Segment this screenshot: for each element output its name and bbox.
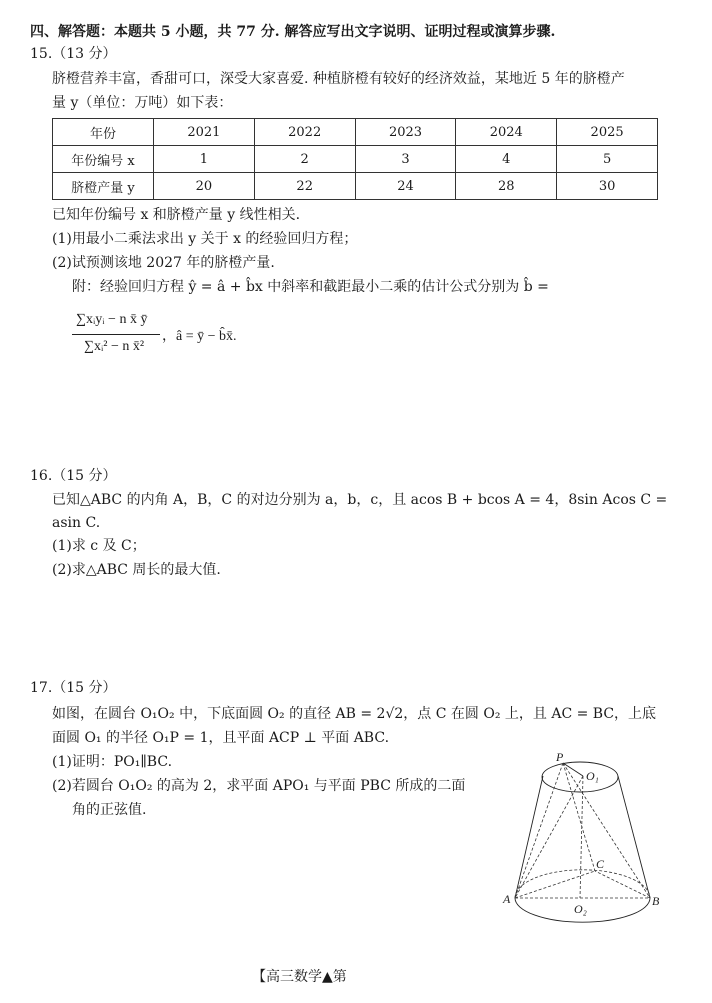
q17-part2: 角的正弦值. xyxy=(72,802,147,818)
q15-part2: (2)试预测该地 2027 年的脐橙产量. xyxy=(52,255,275,271)
formula-tail: ，â = ȳ − b̂x̄. xyxy=(162,329,237,344)
q15-number: 15.（13 分） xyxy=(30,46,117,62)
q17-part1: (1)证明：PO₁∥BC. xyxy=(52,754,173,770)
formula-denominator: ∑xᵢ² − n x̄² xyxy=(84,339,145,354)
table-cell: 2024 xyxy=(456,119,557,146)
q17-number: 17.（15 分） xyxy=(30,680,117,696)
table-cell: 3 xyxy=(355,146,456,173)
table-cell: 2 xyxy=(254,146,355,173)
table-cell: 2025 xyxy=(557,119,658,146)
table-cell: 30 xyxy=(557,173,658,200)
table-cell: 2022 xyxy=(254,119,355,146)
q15-intro: 脐橙营养丰富，香甜可口，深受大家喜爱. 种植脐橙有较好的经济效益，某地近 5 年的脐橙产 xyxy=(52,71,625,87)
q15-part1: (1)用最小二乘法求出 y 关于 x 的经验回归方程； xyxy=(52,231,358,247)
table-cell: 22 xyxy=(254,173,355,200)
table-cell: 28 xyxy=(456,173,557,200)
label-o1: O₁ xyxy=(586,769,599,783)
section-title: 四、解答题：本题共 5 小题，共 77 分. 解答应写出文字说明、证明过程或演算步骤. xyxy=(30,24,556,40)
q17-text: 面圆 O₁ 的半径 O₁P = 1，且平面 ACP ⊥ 平面 ABC. xyxy=(52,730,390,746)
label-a: A xyxy=(503,892,511,906)
q15-note: 附：经验回归方程 ŷ = â + b̂x 中斜率和截距最小二乘的估计公式分别为 b̂ = xyxy=(72,279,549,295)
table-cell: 4 xyxy=(456,146,557,173)
q16-part1: (1)求 c 及 C； xyxy=(52,538,146,554)
table-cell: 2023 xyxy=(355,119,456,146)
formula-numerator: ∑xᵢyᵢ − n x̄ ȳ xyxy=(76,312,148,327)
q16-part2: (2)求△ABC 周长的最大值. xyxy=(52,562,221,578)
label-p: P xyxy=(556,750,564,764)
q16-text: asin C. xyxy=(52,515,101,531)
table-cell: 脐橙产量 y xyxy=(53,173,154,200)
table-cell: 20 xyxy=(154,173,255,200)
q17-text: 如图，在圆台 O₁O₂ 中，下底面圆 O₂ 的直径 AB = 2√2，点 C 在圆 O₂ 上，且 AC = BC，上底 xyxy=(52,706,657,722)
table-cell: 年份 xyxy=(53,119,154,146)
table-cell: 2021 xyxy=(154,119,255,146)
q16-number: 16.（15 分） xyxy=(30,468,117,484)
q15-known: 已知年份编号 x 和脐橙产量 y 线性相关. xyxy=(52,207,301,223)
table-cell: 年份编号 x xyxy=(53,146,154,173)
q15-intro: 量 y（单位：万吨）如下表： xyxy=(52,95,233,111)
table-cell: 24 xyxy=(355,173,456,200)
label-c: C xyxy=(596,857,605,871)
label-b: B xyxy=(652,894,660,908)
q16-text: 已知△ABC 的内角 A，B，C 的对边分别为 a，b，c，且 acos B + bcos A = 4，8sin Acos C = xyxy=(52,492,668,508)
q17-part2: (2)若圆台 O₁O₂ 的高为 2，求平面 APO₁ 与平面 PBC 所成的二面 xyxy=(52,778,466,794)
table-cell: 1 xyxy=(154,146,255,173)
table-cell: 5 xyxy=(557,146,658,173)
page-footer: 【高三数学▲第 xyxy=(252,969,347,985)
label-o2: O₂ xyxy=(574,902,587,916)
